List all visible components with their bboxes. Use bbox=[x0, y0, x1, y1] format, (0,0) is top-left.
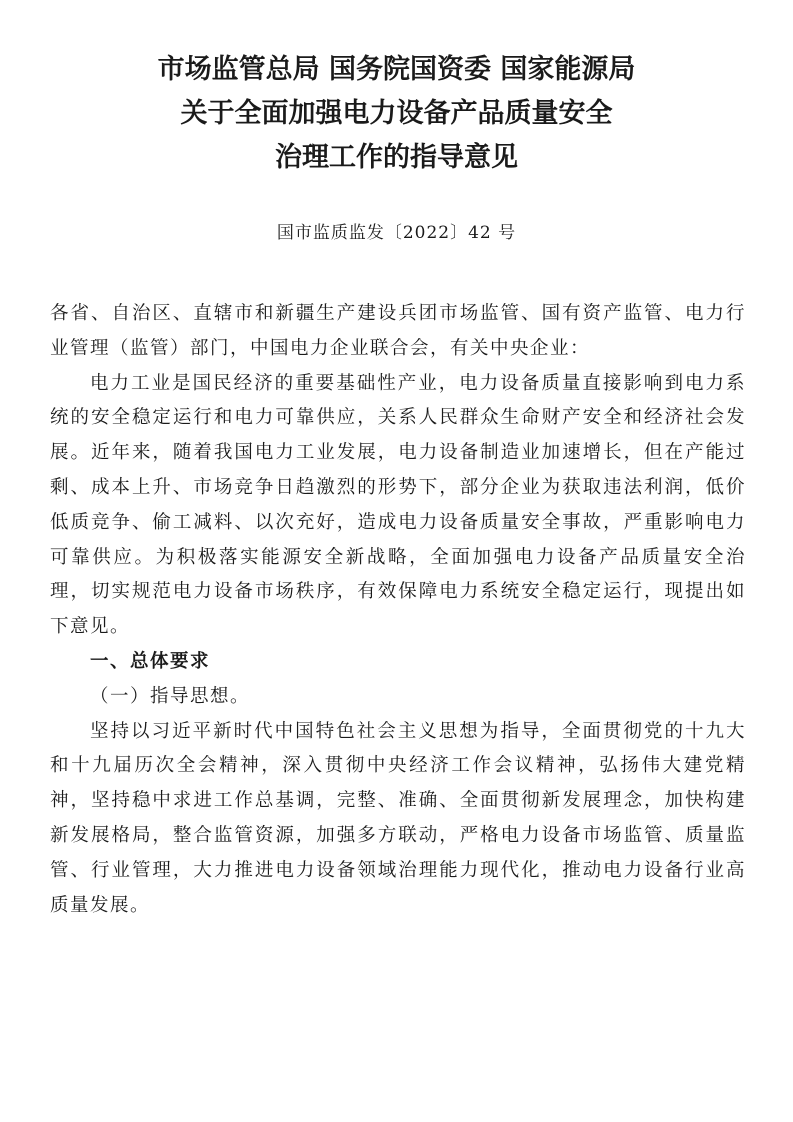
subsection-heading-guiding-ideology: （一）指导思想。 bbox=[90, 685, 251, 707]
title-line-issuers: 市场监管总局 国务院国资委 国家能源局 bbox=[157, 54, 636, 85]
paragraph-guiding-ideology: 坚持以习近平新时代中国特色社会主义思想为指导，全面贯彻党的十九大和十九届历次全会精神，深入贯彻中央经济工作会议精神，弘扬伟大建党精神，坚持稳中求进工作总基调，完整、准确、全面贯彻新发展理念，加快构建新发展格局，整合监管资源，加强多方联动，严格电力设备市场监管、质量监管、行业管理，大力推进电力设备领域治理能力现代化，推动电力设备行业高质量发展。 bbox=[50, 720, 746, 916]
salutation: 各省、自治区、直辖市和新疆生产建设兵团市场监管、国有资产监管、电力行业管理（监管）部门，中国电力企业联合会，有关中央企业： bbox=[50, 303, 746, 359]
title-line-subject-cont: 治理工作的指导意见 bbox=[275, 142, 518, 173]
document-body bbox=[50, 297, 746, 923]
title-line-subject: 关于全面加强电力设备产品质量安全 bbox=[180, 98, 613, 129]
section-heading-general-requirements: 一、总体要求 bbox=[90, 650, 211, 672]
paragraph-intro: 电力工业是国民经济的重要基础性产业，电力设备质量直接影响到电力系统的安全稳定运行和电力可靠供应，关系人民群众生命财产安全和经济社会发展。近年来，随着我国电力工业发展，电力设备制造业加速增长，但在产能过剩、成本上升、市场竞争日趋激烈的形势下，部分企业为获取违法利润，低价低质竞争、偷工减料、以次充好，造成电力设备质量安全事故，严重影响电力可靠供应。为积极落实能源安全新战略，全面加强电力设备产品质量安全治理，切实规范电力设备市场秩序，有效保障电力系统安全稳定运行，现提出如下意见。 bbox=[50, 372, 746, 638]
document-number: 国市监质监发〔2022〕42 号 bbox=[276, 223, 517, 243]
document-title bbox=[0, 48, 793, 180]
